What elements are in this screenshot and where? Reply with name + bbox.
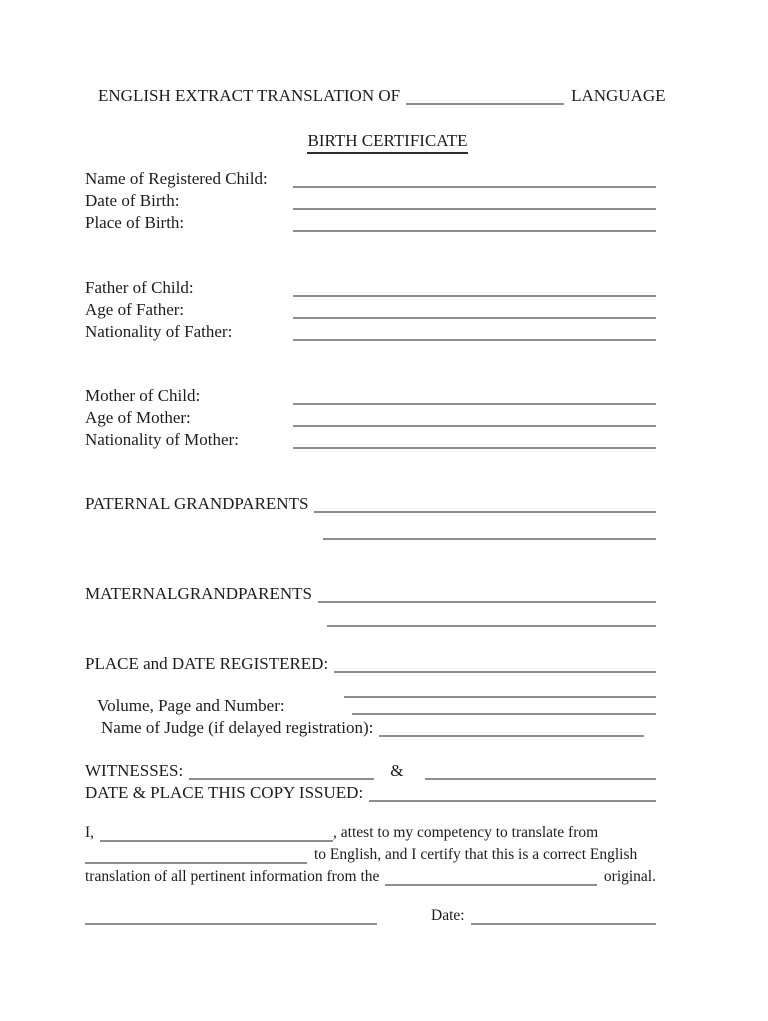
place-of-birth-label: Place of Birth:: [85, 213, 185, 232]
field-row-date-place-issued: [85, 783, 656, 803]
paternal-grandparents-blank-2: [323, 538, 656, 540]
date-blank: [471, 923, 656, 925]
signature-blank: [85, 923, 377, 925]
nationality-of-mother-blank: [293, 447, 656, 449]
attestation-line1-suffix: , attest to my competency to translate from: [333, 824, 599, 841]
nationality-of-father-label: Nationality of Father:: [85, 322, 233, 341]
date-of-birth-blank: [293, 208, 656, 210]
name-of-judge-label: Name of Judge (if delayed registration):: [101, 718, 374, 737]
field-row-volume-page-number: [85, 696, 656, 716]
father-of-child-blank: [293, 295, 656, 297]
source-language-blank: [85, 862, 307, 864]
date-of-birth-label: Date of Birth:: [85, 191, 180, 210]
place-date-registered-blank-1: [334, 671, 656, 673]
mother-of-child-blank: [293, 403, 656, 405]
witnesses-label: WITNESSES:: [85, 761, 184, 780]
translator-name-blank: [100, 840, 333, 842]
field-row-witnesses: [85, 761, 656, 781]
header-prefix: ENGLISH EXTRACT TRANSLATION OF: [98, 86, 401, 105]
field-row-nationality-of-mother: [85, 430, 656, 450]
document-type-blank: [385, 884, 596, 886]
name-of-child-blank: [293, 186, 656, 188]
page-title: BIRTH CERTIFICATE: [307, 131, 469, 154]
maternal-grandparents-blank-1: [318, 601, 656, 603]
attestation-line-3: [85, 867, 656, 887]
place-of-birth-blank: [293, 230, 656, 232]
volume-page-number-label: Volume, Page and Number:: [97, 696, 285, 715]
mother-of-child-label: Mother of Child:: [85, 386, 201, 405]
date-place-issued-label: DATE & PLACE THIS COPY ISSUED:: [85, 783, 364, 802]
nationality-of-mother-label: Nationality of Mother:: [85, 430, 239, 449]
witnesses-blank-1: [189, 778, 374, 780]
field-row-age-of-father: [85, 300, 656, 320]
field-row-age-of-mother: [85, 408, 656, 428]
name-of-child-label: Name of Registered Child:: [85, 169, 268, 188]
field-row-paternal-grandparents: [85, 494, 656, 514]
attestation-line2-suffix: to English, and I certify that this is a correct English: [314, 846, 638, 863]
maternal-grandparents-blank-2: [327, 625, 656, 627]
field-row-paternal-grandparents-2: [85, 521, 656, 541]
date-label: Date:: [431, 907, 465, 924]
maternal-grandparents-label: MATERNALGRANDPARENTS: [85, 584, 313, 603]
nationality-of-father-blank: [293, 339, 656, 341]
name-of-judge-blank: [379, 735, 644, 737]
attestation-line1-prefix: I,: [85, 824, 95, 841]
field-row-name-of-child: [85, 169, 656, 189]
field-row-maternal-grandparents-2: [85, 608, 656, 628]
age-of-mother-label: Age of Mother:: [85, 408, 191, 427]
paternal-grandparents-label: PATERNAL GRANDPARENTS: [85, 494, 309, 513]
language-blank: [406, 103, 564, 105]
attestation-line3-suffix: original.: [603, 868, 656, 885]
header-suffix: LANGUAGE: [571, 86, 666, 105]
age-of-father-blank: [293, 317, 656, 319]
document-header: [98, 86, 677, 106]
father-of-child-label: Father of Child:: [85, 278, 194, 297]
field-row-name-of-judge: [85, 718, 656, 738]
field-row-date-of-birth: [85, 191, 656, 211]
witnesses-blank-2: [425, 778, 656, 780]
field-row-maternal-grandparents: [85, 584, 656, 604]
attestation-line3-prefix: translation of all pertinent information from the: [85, 868, 380, 885]
attestation-line-1: [85, 823, 656, 843]
field-row-place-date-registered: [85, 654, 656, 674]
attestation-line-2: [85, 845, 656, 865]
age-of-father-label: Age of Father:: [85, 300, 185, 319]
field-row-place-of-birth: [85, 213, 656, 233]
paternal-grandparents-blank-1: [314, 511, 656, 513]
signature-date-row: [85, 906, 656, 926]
field-row-father-of-child: [85, 278, 656, 298]
volume-page-number-blank: [352, 713, 656, 715]
date-place-issued-blank: [369, 800, 656, 802]
field-row-mother-of-child: [85, 386, 656, 406]
place-date-registered-label: PLACE and DATE REGISTERED:: [85, 654, 329, 673]
field-row-nationality-of-father: [85, 322, 656, 342]
document-title-row: [85, 131, 690, 151]
age-of-mother-blank: [293, 425, 656, 427]
ampersand: &: [390, 761, 404, 780]
